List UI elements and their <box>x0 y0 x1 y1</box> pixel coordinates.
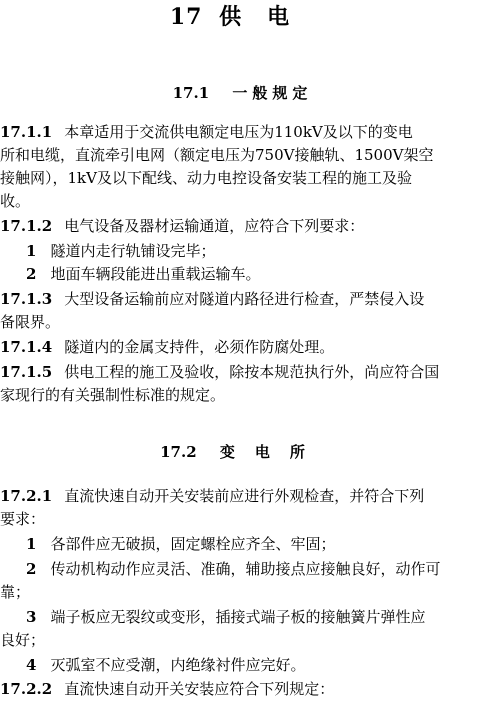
section-name: 变电所 <box>219 443 325 461</box>
clause-line <box>0 337 485 357</box>
clause-line <box>0 289 485 309</box>
line-text: 端子板应无裂纹或变形，插接式端子板的接触簧片弹性应 <box>50 608 426 626</box>
line-text: 隧道内的金属支持件，必须作防腐处理。 <box>64 338 335 356</box>
line-text: 备限界。 <box>0 313 61 331</box>
clause-line <box>0 122 485 142</box>
line-text: 供电工程的施工及验收，除按本规范执行外，尚应符合国 <box>64 363 440 381</box>
list-item <box>0 241 485 261</box>
line-text: 各部件应无破损，固定螺栓应齐全、牢固； <box>50 535 336 553</box>
item-number: 3 <box>26 608 37 626</box>
clause-number: 17.2.1 <box>0 487 53 505</box>
clause-line <box>0 216 485 236</box>
section-title <box>0 82 485 104</box>
section-number: 17.2 <box>160 443 197 461</box>
line-text: 家现行的有关强制性标准的规定。 <box>0 386 226 404</box>
clause-number: 17.1.3 <box>0 290 53 308</box>
line-text: 电气设备及器材运输通道，应符合下列要求： <box>64 217 365 235</box>
item-number: 1 <box>26 242 37 260</box>
clause-line <box>0 362 485 382</box>
line-text: 良好； <box>0 631 46 649</box>
list-item <box>0 559 485 579</box>
line-text: 所和电缆，直流牵引电网（额定电压为750V接触轨、1500V架空 <box>0 146 434 164</box>
continuation-line <box>0 145 485 165</box>
item-number: 1 <box>26 535 37 553</box>
line-text: 地面车辆段能进出重载运输车。 <box>50 265 261 283</box>
line-text: 直流快速自动开关安装应符合下列规定： <box>64 680 335 698</box>
clause-number: 17.1.5 <box>0 363 53 381</box>
continuation-line <box>0 191 485 211</box>
clause-number: 17.1.4 <box>0 338 53 356</box>
section-number: 17.1 <box>172 84 210 102</box>
item-number: 2 <box>26 265 37 283</box>
continuation-line <box>0 509 485 529</box>
clause-number: 17.2.2 <box>0 680 53 698</box>
chapter-number: 17 <box>169 4 203 30</box>
line-text: 靠； <box>0 583 31 601</box>
line-text: 要求： <box>0 510 46 528</box>
line-text: 传动机构动作应灵活、准确，辅助接点应接触良好，动作可 <box>50 560 441 578</box>
line-text: 本章适用于交流供电额定电压为110kV及以下的变电 <box>64 123 413 141</box>
list-item <box>0 264 485 284</box>
continuation-line <box>0 312 485 332</box>
chapter-title <box>0 2 485 32</box>
list-item <box>0 534 485 554</box>
section-title <box>0 441 485 463</box>
line-text: 灭弧室不应受潮，内绝缘衬件应完好。 <box>50 656 306 674</box>
clause-number: 17.1.2 <box>0 217 53 235</box>
list-item <box>0 655 485 675</box>
continuation-line <box>0 385 485 405</box>
list-item <box>0 607 485 627</box>
line-text: 接触网），1kV及以下配线、动力电控设备安装工程的施工及验 <box>0 169 412 187</box>
line-text: 隧道内走行轨铺设完毕； <box>50 242 216 260</box>
clause-number: 17.1.1 <box>0 123 53 141</box>
continuation-line <box>0 630 485 650</box>
continuation-line <box>0 168 485 188</box>
item-number: 2 <box>26 560 37 578</box>
line-text: 收。 <box>0 192 31 210</box>
chapter-name: 供电 <box>219 4 316 30</box>
line-text: 直流快速自动开关安装前应进行外观检查，并符合下列 <box>64 487 425 505</box>
clause-line <box>0 486 485 506</box>
line-text: 大型设备运输前应对隧道内路径进行检查，严禁侵入设 <box>64 290 425 308</box>
continuation-line <box>0 582 485 602</box>
item-number: 4 <box>26 656 37 674</box>
section-name: 一般规定 <box>232 84 313 102</box>
clause-line <box>0 679 485 699</box>
